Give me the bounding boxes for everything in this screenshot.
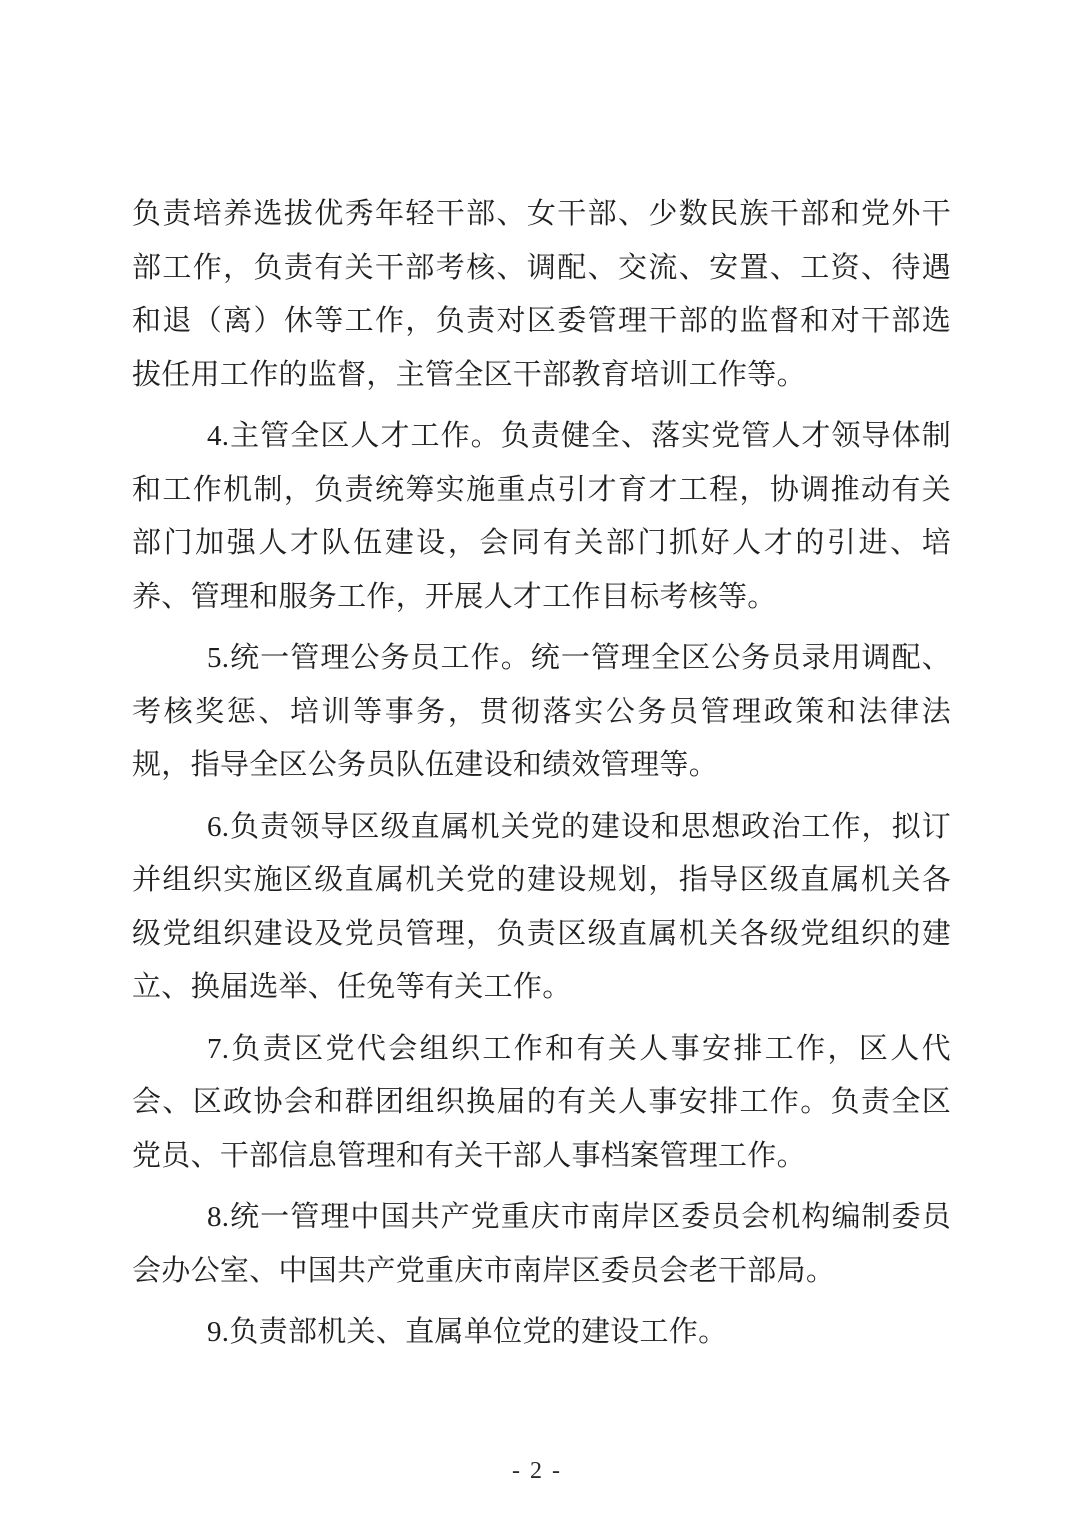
page-footer bbox=[0, 1458, 1074, 1485]
paragraph: 负责培养选拔优秀年轻干部、女干部、少数民族干部和党外干部工作，负责有关干部考核、调配、交流、安置、工资、待遇和退（离）休等工作，负责对区委管理干部的监督和对干部选拔任用工作的监督，主管全区干部教育培训工作等。 bbox=[132, 198, 951, 391]
page-number: - 2 - bbox=[512, 1458, 562, 1484]
paragraph: 4.主管全区人才工作。负责健全、落实党管人才领导体制和工作机制，负责统筹实施重点引才育才工程，协调推动有关部门加强人才队伍建设，会同有关部门抓好人才的引进、培养、管理和服务工作，开展人才工作目标考核等。 bbox=[132, 420, 951, 613]
document-body bbox=[132, 188, 951, 1368]
paragraph: 8.统一管理中国共产党重庆市南岸区委员会机构编制委员会办公室、中国共产党重庆市南岸区委员会老干部局。 bbox=[132, 1201, 951, 1287]
paragraph: 6.负责领导区级直属机关党的建设和思想政治工作，拟订并组织实施区级直属机关党的建设规划，指导区级直属机关各级党组织建设及党员管理，负责区级直属机关各级党组织的建立、换届选举、任免等有关工作。 bbox=[132, 810, 951, 1003]
paragraph: 9.负责部机关、直属单位党的建设工作。 bbox=[207, 1316, 728, 1348]
paragraph: 7.负责区党代会组织工作和有关人事安排工作，区人代会、区政协会和群团组织换届的有关人事安排工作。负责全区党员、干部信息管理和有关干部人事档案管理工作。 bbox=[132, 1032, 951, 1172]
paragraph: 5.统一管理公务员工作。统一管理全区公务员录用调配、考核奖惩、培训等事务，贯彻落实公务员管理政策和法律法规，指导全区公务员队伍建设和绩效管理等。 bbox=[132, 642, 951, 781]
